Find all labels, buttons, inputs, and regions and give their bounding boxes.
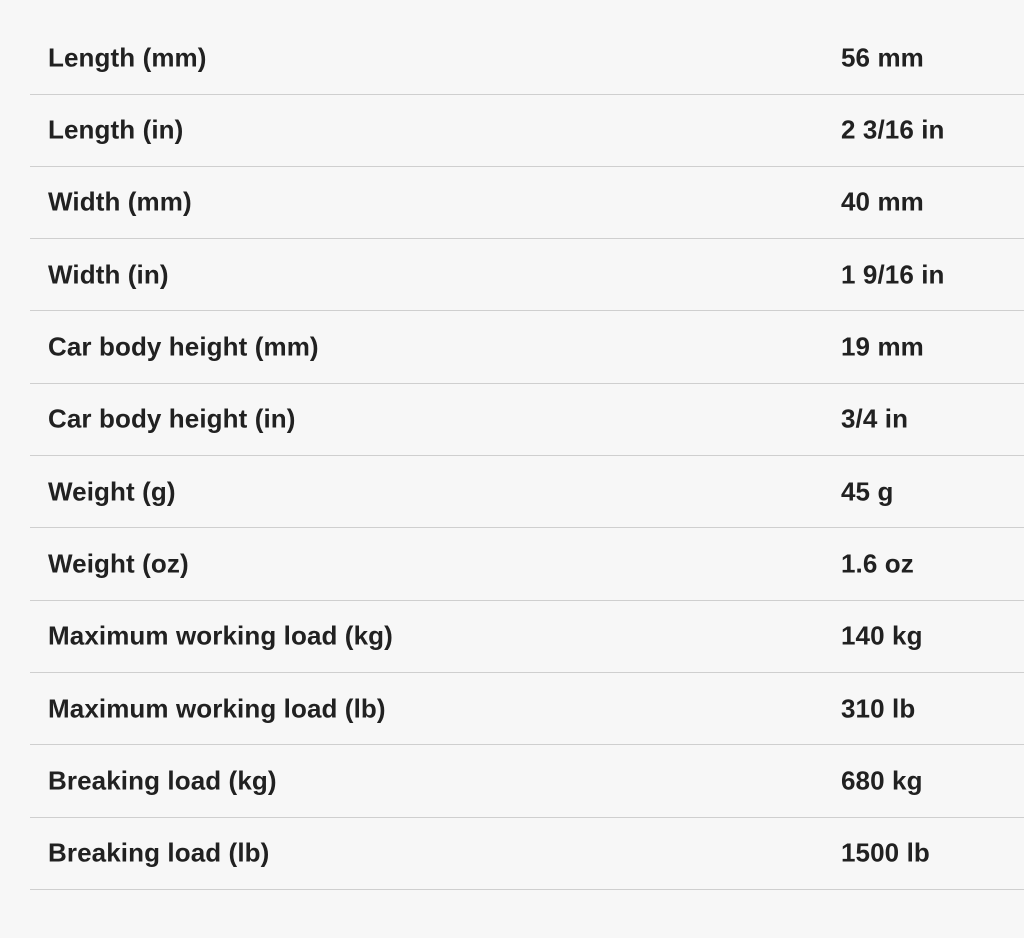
spec-row xyxy=(30,22,1024,95)
spec-row xyxy=(30,167,1024,239)
spec-row xyxy=(30,601,1024,673)
spec-row xyxy=(30,239,1024,311)
spec-value: 40 mm xyxy=(841,186,924,217)
spec-row xyxy=(30,384,1024,456)
spec-label: Car body height (mm) xyxy=(48,331,319,362)
spec-value: 56 mm xyxy=(841,42,924,73)
spec-label: Length (in) xyxy=(48,114,184,145)
spec-table xyxy=(30,22,1024,890)
spec-row xyxy=(30,745,1024,817)
spec-label: Breaking load (kg) xyxy=(48,765,277,796)
spec-label: Weight (g) xyxy=(48,476,176,507)
spec-value: 3/4 in xyxy=(841,403,909,434)
spec-label: Weight (oz) xyxy=(48,548,189,579)
spec-value: 310 lb xyxy=(841,693,916,724)
spec-row xyxy=(30,311,1024,383)
spec-label: Car body height (in) xyxy=(48,403,296,434)
spec-row xyxy=(30,456,1024,528)
spec-row xyxy=(30,673,1024,745)
spec-label: Length (mm) xyxy=(48,42,207,73)
spec-label: Width (mm) xyxy=(48,186,192,217)
spec-label: Breaking load (lb) xyxy=(48,837,270,868)
spec-label: Maximum working load (kg) xyxy=(48,620,393,651)
spec-label: Maximum working load (lb) xyxy=(48,693,386,724)
spec-value: 1 9/16 in xyxy=(841,259,945,290)
spec-value: 45 g xyxy=(841,476,894,507)
spec-row xyxy=(30,95,1024,167)
spec-value: 2 3/16 in xyxy=(841,114,945,145)
spec-value: 1.6 oz xyxy=(841,548,914,579)
spec-row xyxy=(30,818,1024,890)
spec-value: 680 kg xyxy=(841,765,923,796)
spec-label: Width (in) xyxy=(48,259,169,290)
spec-value: 140 kg xyxy=(841,620,923,651)
spec-value: 1500 lb xyxy=(841,837,930,868)
spec-row xyxy=(30,528,1024,600)
spec-value: 19 mm xyxy=(841,331,924,362)
